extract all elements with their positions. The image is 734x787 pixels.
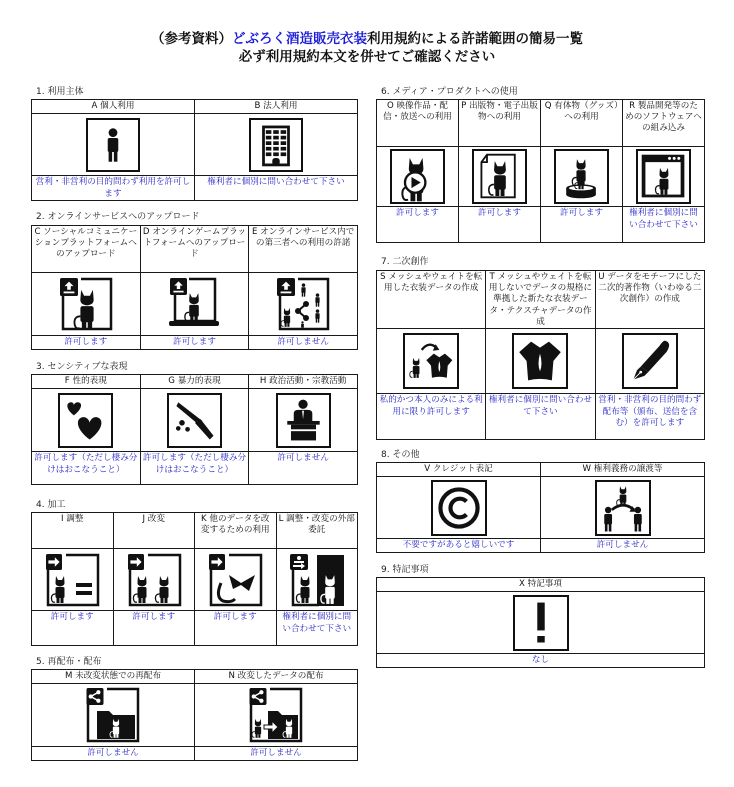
share-folder-icon [85,687,141,743]
person-icon [86,118,140,172]
figure-goods-icon [554,149,609,204]
table-online-upload [31,225,358,350]
section-label-modification: 4. 加工 [36,500,66,510]
page-subtitle: 必ず利用規約本文を併せてご確認ください [238,49,496,65]
section-label-other: 8. その他 [381,450,420,460]
title-prefix: （参考資料） [151,31,232,47]
reuse-parts-icon [207,553,263,607]
item-result-t: 権利者に個別に問い合わせて下さい [486,394,595,440]
section-label-redistribution: 5. 再配布・配布 [36,657,102,667]
item-result-m: 許可しません [32,747,195,761]
item-result-k: 許可します [195,611,277,646]
adjust-equal-icon [44,553,100,607]
upload-monitor-avatar-icon [167,277,221,331]
title-product-name: どぶろく酒造販売衣装 [232,31,367,47]
item-result-f: 許可します（ただし棲み分けはおこなうこと） [32,452,141,485]
software-window-icon [636,149,691,204]
item-result-i: 許可します [32,611,114,646]
table-derivative-works [376,270,705,440]
item-title-c: C ソーシャルコミュニケーションプラットフォームへのアップロード [32,226,141,273]
item-result-d: 許可します [140,336,249,350]
item-title-o: O 映像作品・配信・放送への利用 [377,100,459,147]
outsource-icon [289,553,345,607]
section-label-derivative-works: 7. 二次創作 [381,257,429,267]
item-result-r: 権利者に個別に問い合わせて下さい [623,207,705,243]
item-result-v: 不要ですがあると嬉しいです [377,539,541,553]
item-result-x: なし [377,654,705,668]
table-other [376,462,705,553]
section-label-online-upload: 2. オンラインサービスへのアップロード [36,212,200,222]
item-title-k: K 他のデータを改変するための利用 [195,513,277,549]
item-title-e: E オンラインサービス内での第三者への利用の許諾 [249,226,358,273]
item-title-g: G 暴力的表現 [140,375,249,389]
page-title [0,30,734,48]
item-result-a: 営利・非営利の目的問わず利用を許可します [32,176,195,201]
item-title-u: U データをモチーフにした二次的著作物（いわゆる二次創作）の作成 [595,271,704,329]
section-label-sensitive-expression: 3. センシティブな表現 [36,362,128,372]
table-sensitive-expression [31,374,358,485]
item-result-u: 営利・非営利の目的問わず配布等（頒布、送信を含む）を許可します [595,394,704,440]
item-result-l: 権利者に個別に問い合わせて下さい [276,611,358,646]
table-special-notes [376,577,705,668]
copyright-icon [431,480,487,536]
item-title-h: H 政治活動・宗教活動 [249,375,358,389]
item-result-g: 許可します（ただし棲み分けはおこなうこと） [140,452,249,485]
section-label-usage-subject: 1. 利用主体 [36,87,84,97]
item-title-t: T メッシュやウェイトを転用しないでデータの規格に準拠した新たな衣装データ・テクスチャデータの作成 [486,271,595,329]
title-suffix: 利用規約による許諾範囲の簡易一覧 [367,31,583,47]
item-result-h: 許可しません [249,452,358,485]
item-title-m: M 未改変状態での再配布 [32,670,195,684]
item-result-p: 許可します [459,207,541,243]
item-title-q: Q 有体物（グッズ）への利用 [541,100,623,147]
item-title-d: D オンラインゲームプラットフォームへのアップロード [140,226,249,273]
item-title-i: I 調整 [32,513,114,549]
new-costume-icon [512,333,568,389]
video-play-icon [390,149,445,204]
document-avatar-icon [472,149,527,204]
podium-speaker-icon [276,393,331,448]
item-title-a: A 個人利用 [32,100,195,114]
item-title-v: V クレジット表記 [377,463,541,477]
item-result-q: 許可します [541,207,623,243]
item-title-b: B 法人利用 [195,100,358,114]
item-title-x: X 特記事項 [377,578,705,592]
item-title-j: J 改変 [113,513,195,549]
hearts-icon [58,393,113,448]
section-label-media-products: 6. メディア・プロダクトへの使用 [381,87,518,97]
item-result-s: 私的かつ本人のみによる利用に限り許可します [377,394,486,440]
pen-nib-icon [622,333,678,389]
upload-share-users-icon [276,277,330,331]
upload-avatar-icon [59,277,113,331]
exclamation-icon [513,595,569,651]
table-usage-subject [31,99,358,201]
table-media-products [376,99,705,243]
table-redistribution [31,669,358,761]
mesh-transfer-icon [403,333,459,389]
office-building-icon [249,118,303,172]
item-result-b: 権利者に個別に問い合わせて下さい [195,176,358,201]
item-title-s: S メッシュやウェイトを転用した衣装データの作成 [377,271,486,329]
section-label-special-notes: 9. 特記事項 [381,565,429,575]
modify-avatar-icon [126,553,182,607]
item-result-n: 許可しません [195,747,358,761]
item-result-j: 許可します [113,611,195,646]
share-modified-icon [248,687,304,743]
item-title-p: P 出版物・電子出版物への利用 [459,100,541,147]
item-result-c: 許可します [32,336,141,350]
transfer-rights-icon [595,480,651,536]
table-modification [31,512,358,646]
item-result-w: 許可しません [541,539,705,553]
item-result-o: 許可します [377,207,459,243]
item-title-r: R 製品開発等のためのソフトウェアへの組み込み [623,100,705,147]
item-title-f: F 性的表現 [32,375,141,389]
knife-blood-icon [167,393,222,448]
item-result-e: 許可しません [249,336,358,350]
item-title-n: N 改変したデータの配布 [195,670,358,684]
item-title-l: L 調整・改変の外部委託 [276,513,358,549]
item-title-w: W 権利義務の譲渡等 [541,463,705,477]
